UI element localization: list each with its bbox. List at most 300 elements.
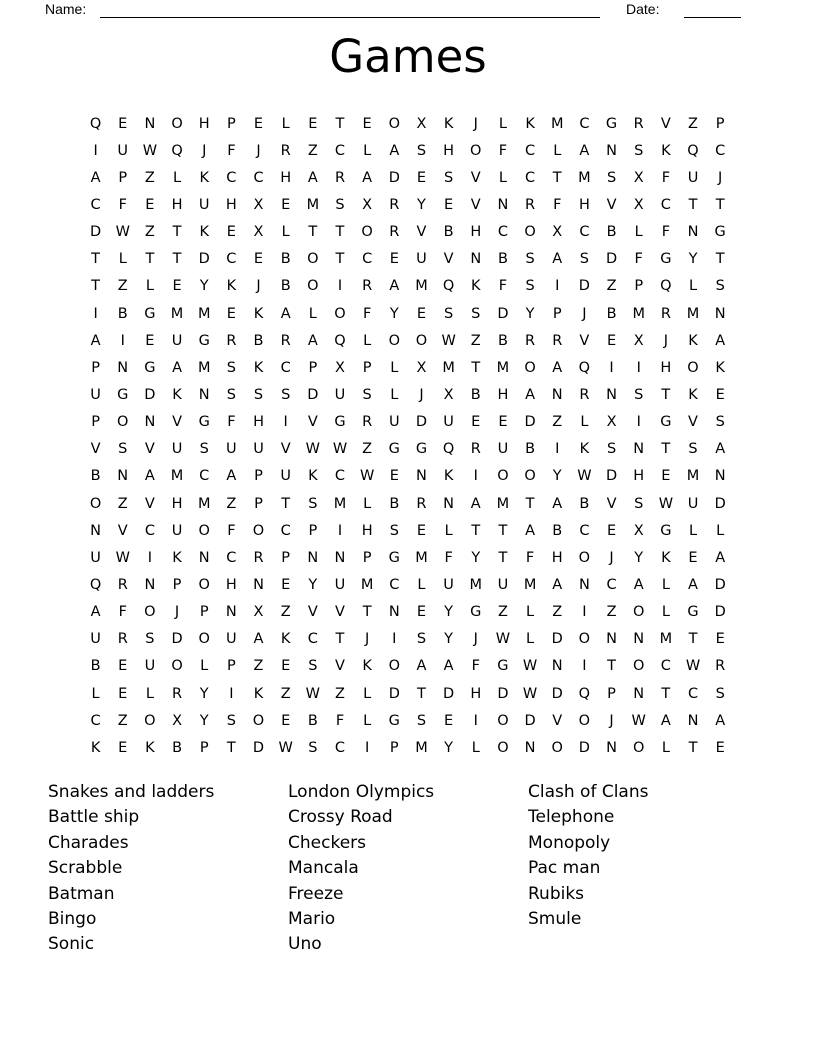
grid-letter: U (253, 441, 264, 458)
grid-letter: C (362, 251, 373, 268)
grid-letter: N (470, 251, 482, 268)
grid-letter: S (606, 169, 617, 186)
grid-letter: H (280, 169, 292, 186)
grid-letter: N (578, 576, 590, 593)
grid-letter: L (417, 576, 426, 593)
grid-letter: U (198, 196, 210, 213)
grid-letter: P (91, 359, 100, 376)
grid-letter: N (551, 386, 563, 403)
grid-letter: T (471, 359, 481, 376)
grid-letter: F (335, 712, 345, 729)
grid-letter: G (198, 414, 210, 431)
grid-letter: I (337, 278, 343, 295)
grid-letter: C (525, 169, 536, 186)
grid-letter: A (172, 359, 182, 376)
grid-letter: B (90, 658, 101, 675)
grid-letter: R (172, 685, 183, 702)
grid-letter: H (171, 196, 183, 213)
grid-letter: P (362, 359, 372, 376)
grid-letter: C (525, 142, 536, 159)
grid-letter: K (253, 685, 264, 702)
grid-letter: X (443, 386, 454, 403)
grid-letter: Z (226, 495, 237, 512)
grid-letter: E (308, 115, 318, 132)
grid-letter: K (280, 631, 291, 648)
grid-letter: E (172, 278, 182, 295)
grid-letter: R (525, 332, 536, 349)
grid-letter: Z (497, 604, 508, 621)
grid-letter: J (256, 142, 261, 159)
word-list-item: Smule (528, 909, 582, 930)
grid-letter: R (715, 658, 726, 675)
grid-letter: J (202, 142, 207, 159)
grid-letter: M (360, 576, 374, 593)
grid-letter: B (280, 278, 291, 295)
grid-letter: N (606, 739, 617, 756)
grid-letter: Y (688, 251, 698, 268)
grid-letter: Z (280, 604, 291, 621)
grid-letter: T (335, 224, 345, 241)
grid-letter: T (335, 631, 345, 648)
grid-letter: U (334, 576, 346, 593)
grid-letter: C (687, 685, 699, 702)
grid-letter: L (363, 142, 372, 159)
grid-letter: T (172, 251, 182, 268)
grid-letter: Z (552, 414, 563, 431)
grid-letter: T (715, 251, 725, 268)
grid-letter: U (687, 169, 699, 186)
grid-letter: L (526, 631, 535, 648)
grid-letter: E (253, 115, 264, 132)
grid-letter: R (389, 196, 400, 213)
grid-letter: E (416, 522, 427, 539)
grid-letter: O (388, 332, 400, 349)
grid-letter: L (661, 739, 670, 756)
grid-letter: A (307, 169, 318, 186)
grid-letter: N (606, 631, 617, 648)
grid-letter: M (333, 495, 347, 512)
grid-letter: M (469, 576, 483, 593)
grid-letter: W (495, 631, 511, 648)
grid-letter: P (281, 549, 291, 566)
grid-letter: E (416, 604, 427, 621)
grid-letter: G (198, 332, 210, 349)
grid-letter: N (714, 468, 726, 485)
grid-letter: P (362, 549, 372, 566)
grid-letter: T (91, 251, 100, 268)
grid-letter: K (579, 441, 590, 458)
grid-letter: F (118, 196, 127, 213)
grid-letter: X (335, 359, 345, 376)
grid-letter: H (443, 142, 455, 159)
grid-letter: B (172, 739, 183, 756)
grid-letter: W (631, 712, 646, 729)
grid-letter: T (335, 251, 345, 268)
grid-letter: Z (362, 441, 373, 458)
grid-letter: W (359, 468, 375, 485)
grid-letter: P (607, 685, 616, 702)
grid-letter: V (470, 169, 481, 186)
grid-letter: N (90, 522, 101, 539)
word-list-item: Crossy Road (288, 807, 393, 828)
grid-letter: A (253, 631, 264, 648)
grid-letter: H (497, 386, 509, 403)
grid-letter: I (582, 604, 587, 621)
grid-letter: M (415, 278, 428, 295)
grid-letter: T (145, 251, 155, 268)
grid-letter: E (118, 739, 128, 756)
grid-letter: Y (444, 631, 454, 648)
word-list-item: Sonic (48, 934, 95, 955)
grid-letter: B (497, 332, 508, 349)
grid-letter: I (473, 712, 478, 729)
grid-letter: P (199, 604, 209, 621)
grid-letter: J (582, 305, 587, 322)
grid-letter: A (389, 142, 400, 159)
grid-letter: S (416, 142, 427, 159)
date-fill-line (684, 17, 741, 18)
grid-letter: M (496, 359, 510, 376)
grid-letter: U (443, 414, 454, 431)
grid-letter: M (442, 359, 455, 376)
grid-letter: S (715, 414, 725, 431)
grid-letter: W (305, 441, 320, 458)
grid-letter: O (252, 712, 265, 729)
grid-letter: D (605, 251, 618, 268)
grid-letter: B (280, 251, 291, 268)
grid-letter: O (307, 278, 319, 295)
grid-letter: E (118, 115, 128, 132)
grid-letter: A (552, 576, 563, 593)
grid-letter: U (117, 142, 129, 159)
grid-letter: I (555, 278, 560, 295)
grid-letter: H (225, 576, 237, 593)
grid-letter: N (633, 685, 645, 702)
grid-letter: U (171, 332, 183, 349)
grid-letter: K (145, 739, 155, 756)
grid-letter: G (388, 441, 400, 458)
grid-letter: J (419, 386, 424, 403)
grid-letter: C (253, 169, 264, 186)
grid-letter: O (171, 115, 183, 132)
grid-letter: W (522, 658, 538, 675)
grid-letter: M (659, 631, 673, 648)
grid-letter: M (415, 549, 428, 566)
grid-letter: G (415, 441, 428, 458)
word-list-item: Bingo (48, 909, 97, 930)
grid-letter: A (470, 495, 481, 512)
grid-letter: D (714, 604, 726, 621)
grid-letter: M (415, 739, 428, 756)
grid-letter: B (579, 495, 590, 512)
grid-letter: L (363, 712, 372, 729)
grid-letter: Y (199, 278, 209, 295)
grid-letter: F (444, 549, 453, 566)
grid-letter: I (365, 739, 370, 756)
grid-letter: S (389, 522, 399, 539)
word-list-item: Checkers (288, 832, 366, 853)
grid-letter: K (525, 115, 535, 132)
grid-letter: G (144, 359, 156, 376)
grid-letter: S (281, 386, 291, 403)
grid-letter: O (470, 142, 482, 159)
grid-letter: T (688, 739, 698, 756)
grid-letter: E (226, 305, 236, 322)
grid-letter: Q (89, 576, 102, 593)
grid-letter: L (553, 142, 562, 159)
grid-letter: S (226, 712, 236, 729)
grid-letter: F (525, 549, 535, 566)
grid-letter: N (524, 739, 536, 756)
grid-letter: C (389, 576, 400, 593)
grid-letter: V (416, 224, 427, 241)
grid-letter: G (497, 658, 509, 675)
grid-letter: E (715, 631, 725, 648)
grid-letter: Q (687, 142, 699, 159)
grid-letter: Y (552, 468, 562, 485)
grid-letter: H (361, 522, 373, 539)
word-list-item: Scrabble (48, 858, 123, 879)
grid-letter: M (523, 576, 537, 593)
grid-letter: G (660, 522, 672, 539)
grid-letter: H (171, 495, 183, 512)
grid-letter: C (606, 576, 617, 593)
grid-letter: A (525, 386, 536, 403)
grid-letter: U (90, 631, 101, 648)
grid-letter: W (685, 658, 701, 675)
grid-letter: G (117, 386, 129, 403)
grid-letter: X (606, 414, 617, 431)
grid-letter: V (552, 712, 563, 729)
grid-letter: V (335, 658, 345, 675)
grid-letter: N (144, 115, 156, 132)
grid-letter: N (687, 224, 699, 241)
grid-letter: V (579, 332, 590, 349)
grid-letter: C (660, 196, 671, 213)
grid-letter: X (253, 604, 264, 621)
grid-letter: A (715, 441, 726, 458)
grid-letter: N (633, 441, 645, 458)
word-column-1 (48, 780, 214, 958)
grid-letter: T (91, 278, 100, 295)
grid-letter: Y (471, 549, 481, 566)
grid-letter: D (605, 468, 618, 485)
grid-letter: C (715, 142, 726, 159)
grid-letter: D (497, 685, 509, 702)
grid-letter: R (416, 495, 427, 512)
grid-letter: O (388, 115, 400, 132)
grid-letter: U (280, 468, 291, 485)
grid-letter: L (363, 685, 372, 702)
grid-letter: Z (144, 224, 155, 241)
grid-letter: V (307, 414, 318, 431)
grid-letter: N (416, 468, 427, 485)
grid-letter: F (118, 604, 127, 621)
grid-letter: C (226, 251, 237, 268)
grid-letter: D (578, 739, 590, 756)
grid-letter: A (90, 604, 101, 621)
grid-letter: T (417, 685, 426, 702)
grid-letter: T (661, 386, 671, 403)
grid-letter: M (686, 468, 700, 485)
grid-letter: Y (417, 196, 426, 213)
grid-letter: N (307, 549, 319, 566)
grid-letter: Z (307, 142, 318, 159)
grid-letter: A (688, 576, 698, 593)
grid-letter: O (334, 305, 346, 322)
grid-letter: V (144, 441, 155, 458)
grid-letter: J (718, 169, 723, 186)
word-list (0, 780, 816, 980)
grid-letter: Y (444, 739, 454, 756)
grid-letter: V (144, 495, 155, 512)
grid-letter: C (199, 468, 210, 485)
grid-letter: J (663, 332, 668, 349)
grid-letter: P (199, 739, 209, 756)
grid-letter: O (144, 712, 156, 729)
grid-letter: L (471, 739, 480, 756)
grid-letter: H (470, 685, 482, 702)
grid-letter: T (688, 631, 698, 648)
grid-letter: B (90, 468, 101, 485)
grid-letter: L (145, 685, 154, 702)
grid-letter: S (688, 441, 698, 458)
grid-letter: S (416, 712, 427, 729)
date-label: Date: (626, 1, 660, 17)
grid-letter: E (362, 115, 372, 132)
grid-letter: O (524, 224, 536, 241)
grid-letter: K (308, 468, 318, 485)
grid-letter: A (226, 468, 237, 485)
grid-letter: N (144, 414, 156, 431)
grid-letter: E (661, 468, 671, 485)
grid-letter: V (688, 414, 698, 431)
grid-letter: E (118, 685, 128, 702)
grid-letter: L (200, 658, 209, 675)
grid-letter: O (524, 359, 536, 376)
grid-letter: F (471, 658, 480, 675)
grid-letter: K (688, 332, 698, 349)
grid-letter: M (170, 305, 184, 322)
grid-letter: Q (334, 332, 346, 349)
grid-letter: U (687, 495, 699, 512)
grid-letter: B (307, 712, 318, 729)
grid-letter: H (633, 468, 645, 485)
grid-letter: T (172, 224, 182, 241)
word-list-item: Mario (288, 909, 336, 930)
grid-letter: S (416, 631, 427, 648)
grid-letter: M (306, 196, 320, 213)
grid-letter: A (90, 332, 101, 349)
grid-letter: B (389, 495, 400, 512)
grid-letter: N (687, 712, 699, 729)
grid-letter: S (362, 386, 372, 403)
grid-letter: E (281, 196, 291, 213)
grid-letter: C (226, 169, 237, 186)
grid-letter: U (443, 576, 454, 593)
grid-letter: L (634, 224, 643, 241)
grid-letter: K (226, 278, 237, 295)
grid-letter: L (716, 522, 725, 539)
grid-letter: I (93, 142, 98, 159)
grid-letter: R (117, 576, 128, 593)
grid-letter: O (307, 251, 319, 268)
grid-letter: R (660, 305, 671, 322)
grid-letter: R (117, 631, 128, 648)
grid-letter: A (715, 549, 726, 566)
grid-letter: S (199, 441, 209, 458)
word-list-item: Mancala (288, 858, 359, 879)
grid-letter: T (281, 495, 291, 512)
grid-letter: N (551, 658, 563, 675)
grid-letter: E (389, 468, 399, 485)
grid-letter: K (688, 386, 698, 403)
grid-letter: A (443, 658, 454, 675)
grid-letter: I (229, 685, 234, 702)
grid-letter: I (392, 631, 397, 648)
grid-letter: L (580, 414, 589, 431)
grid-letter: B (606, 224, 617, 241)
grid-letter: Y (308, 576, 318, 593)
grid-letter: T (226, 739, 236, 756)
grid-letter: E (715, 739, 725, 756)
word-list-item: Telephone (528, 807, 615, 828)
grid-letter: Q (89, 115, 102, 132)
grid-letter: Z (144, 169, 155, 186)
grid-letter: A (144, 468, 155, 485)
grid-letter: I (636, 414, 641, 431)
grid-letter: K (661, 549, 671, 566)
grid-letter: I (120, 332, 125, 349)
grid-letter: S (253, 386, 264, 403)
grid-letter: K (172, 549, 182, 566)
grid-letter: C (579, 224, 590, 241)
grid-letter: G (687, 604, 699, 621)
grid-letter: W (522, 685, 538, 702)
grid-letter: L (661, 604, 670, 621)
grid-letter: P (308, 522, 318, 539)
grid-letter: Q (171, 142, 183, 159)
grid-letter: D (443, 685, 455, 702)
grid-letter: R (253, 549, 264, 566)
grid-letter: D (551, 631, 563, 648)
grid-letter: T (498, 549, 508, 566)
grid-letter: E (498, 414, 508, 431)
grid-letter: P (715, 115, 725, 132)
grid-letter: P (118, 169, 128, 186)
grid-letter: V (443, 251, 454, 268)
grid-letter: N (334, 549, 346, 566)
grid-letter: N (388, 604, 400, 621)
word-list-item: London Olympics (288, 782, 435, 802)
grid-letter: H (253, 414, 264, 431)
grid-letter: D (551, 685, 563, 702)
grid-letter: V (470, 196, 481, 213)
grid-letter: L (363, 332, 372, 349)
grid-letter: J (365, 631, 370, 648)
grid-letter: O (198, 631, 210, 648)
grid-letter: A (552, 495, 563, 512)
grid-letter: Q (442, 441, 455, 458)
grid-letter: W (441, 332, 456, 349)
grid-letter: S (226, 359, 236, 376)
grid-letter: Z (606, 604, 617, 621)
grid-letter: U (497, 576, 509, 593)
grid-letter: E (715, 386, 725, 403)
grid-letter: T (661, 685, 671, 702)
grid-letter: S (634, 142, 644, 159)
grid-letter: S (715, 278, 725, 295)
